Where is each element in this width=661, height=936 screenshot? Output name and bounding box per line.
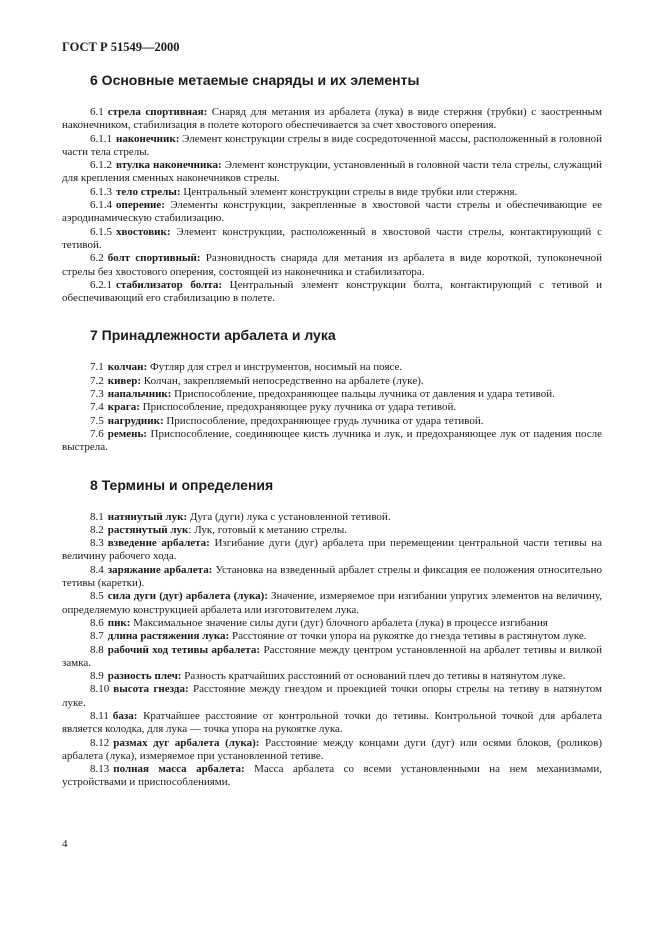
document-header: ГОСТ Р 51549—2000 (62, 40, 180, 54)
item-definition: Разность кратчайших расстояний от оснований плеч до тетивы в натянутом луке. (181, 670, 566, 683)
item-definition: Центральный элемент конструкции стрелы в виде трубки или стержня. (180, 185, 518, 198)
definition-item (62, 252, 602, 279)
item-term: полная масса арбалета: (113, 763, 245, 776)
section-7 (62, 327, 602, 454)
definition-item (62, 630, 602, 643)
item-term: длина растяжения лука: (107, 630, 230, 643)
item-definition: Значение, измеряемое при изгибании упругих элементов на величину, определяемую конструкцией арбалета или изготовителем лука. (62, 590, 602, 616)
definition-item (62, 644, 602, 671)
item-number: 8.10 (90, 683, 110, 696)
item-term: оперение: (116, 199, 165, 212)
item-number: 8.6 (90, 616, 104, 629)
document-body (62, 72, 602, 812)
definition-item (62, 375, 602, 388)
definition-item (62, 737, 602, 764)
item-definition: Элемент конструкции, установленный в головной части тела стрелы, служащий для крепления сменных наконечников стрелы. (62, 159, 603, 185)
item-term: втулка наконечника: (116, 159, 222, 172)
item-term: разность плеч: (107, 670, 182, 683)
section-8 (62, 477, 602, 790)
item-number: 6.1.3 (90, 185, 112, 198)
item-number: 8.5 (90, 590, 104, 603)
item-number: 7.3 (90, 388, 104, 401)
item-definition: Кратчайшее расстояние от контрольной точки до тетивы. Контрольной точкой для арбалета является колодка, для лука — точка упора на рукоятке лука. (62, 709, 602, 736)
section-title: 8 Термины и определения (90, 476, 274, 493)
item-definition: Разновидность снаряда для метания из арбалета в виде короткой, тупоконечной стрелы без хвостового оперения, состоящей из наконечника и стабилизатора. (62, 252, 602, 278)
item-number: 7.1 (90, 361, 104, 374)
item-term: заряжание арбалета: (107, 563, 213, 576)
definition-item (62, 186, 602, 199)
definition-item (62, 199, 602, 226)
item-term: сила дуги (дуг) арбалета (лука): (107, 590, 268, 603)
item-definition: Элемент конструкции, расположенный в хвостовой части стрелы, контактирующий с тетивой. (62, 225, 602, 251)
item-number: 6.1.1 (90, 132, 112, 145)
item-definition: Расстояние от точки упора на рукоятке до гнезда тетивы в растянутом луке. (229, 630, 587, 643)
item-number: 8.7 (90, 630, 104, 643)
item-definition: Дуга (дуги) лука с установленной тетивой. (187, 510, 391, 523)
item-definition: Максимальное значение силы дуги (дуг) блочного арбалета (лука) в процессе изгибания (130, 616, 548, 629)
item-term: база: (112, 709, 138, 722)
item-definition: Элементы конструкции, закрепленные в хвостовой части стрелы и обеспечивающие ее аэродинамическую стабилизацию. (62, 199, 602, 225)
item-term: стрела спортивная: (107, 106, 208, 118)
item-number: 8.11 (90, 709, 109, 722)
item-definition: Элемент конструкции стрелы в виде сосредоточенной массы, расположенный в головной части тела стрелы. (62, 132, 602, 158)
item-definition: Колчан, закрепляемый непосредственно на арбалете (луке). (141, 374, 424, 387)
definition-item (62, 683, 602, 710)
definition-item (62, 226, 602, 253)
definition-item (62, 401, 602, 414)
definition-item (62, 388, 602, 401)
item-number: 7.5 (90, 414, 104, 427)
item-definition: Футляр для стрел и инструментов, носимый на поясе. (147, 361, 403, 374)
item-number: 8.9 (90, 670, 104, 683)
item-definition: Центральный элемент конструкции болта, контактирующий с тетивой и обеспечивающий его стабилизацию в полете. (62, 278, 602, 305)
definition-item (62, 710, 602, 737)
item-number: 6.1 (90, 106, 104, 118)
definition-item (62, 159, 602, 186)
item-term: наконечник: (116, 132, 180, 145)
definition-item (62, 428, 602, 455)
item-definition: Приспособление, предохраняющее руку лучника от удара тетивой. (139, 401, 457, 414)
item-number: 6.1.5 (90, 225, 112, 238)
item-number: 6.1.4 (90, 199, 112, 212)
item-term: тело стрелы: (116, 185, 181, 198)
definition-item (62, 617, 602, 630)
item-number: 8.2 (90, 523, 104, 536)
item-number: 7.6 (90, 427, 104, 440)
item-definition: Приспособление, соединяющее кисть лучника и лук, и предохраняющее лук от падения после выстрела. (62, 427, 602, 454)
definition-item (62, 133, 602, 160)
item-term: кивер: (107, 374, 142, 387)
item-definition: Приспособление, предохраняющее пальцы лучника от давления и удара тетивой. (171, 388, 555, 401)
item-number: 8.12 (90, 736, 110, 749)
item-definition: Изгибание дуги (дуг) арбалета при перемещении центральной части тетивы на величину рабочего хода. (62, 537, 602, 563)
item-term: хвостовик: (116, 225, 171, 238)
item-definition: Расстояние между центром установленной на арбалет тетивы и вилкой замка. (62, 643, 603, 669)
item-number: 6.2.1 (90, 278, 112, 291)
item-number: 8.3 (90, 537, 104, 550)
definition-item (62, 361, 602, 374)
definition-item (62, 524, 602, 537)
item-number: 8.13 (90, 763, 110, 776)
item-term: натянутый лук: (107, 510, 188, 523)
item-term: колчан: (107, 361, 148, 374)
item-number: 6.1.2 (90, 159, 112, 172)
item-definition: Расстояние между концами дуги (дуг) или осями блоков, (роликов) арбалета (лука), измеряемое при установленной тетиве. (62, 736, 602, 762)
definition-item (62, 763, 602, 790)
item-term: взведение арбалета: (107, 537, 210, 550)
item-definition: Приспособление, предохраняющее грудь лучника от удара тетивой. (163, 414, 484, 427)
item-term: крага: (107, 401, 140, 414)
item-term: ремень: (107, 427, 147, 440)
definition-item (62, 279, 602, 306)
item-definition: Снаряд для метания из арбалета (лука) в виде стержня (трубки) с заостренным наконечником, стабилизация в полете которого обеспечивается за счет хвостового оперения. (62, 106, 603, 132)
item-term: стабилизатор болта: (116, 278, 222, 291)
item-definition: Расстояние между гнездом и проекцией точки опоры стрелы на тетиву в натянутом луке. (62, 683, 603, 709)
item-term: пик: (107, 616, 131, 629)
item-term: высота гнезда: (113, 683, 189, 696)
definition-item (62, 415, 602, 428)
page-number: 4 (62, 838, 68, 850)
item-number: 7.4 (90, 401, 104, 414)
item-term: рабочий ход тетивы арбалета: (107, 643, 261, 656)
item-number: 8.4 (90, 563, 104, 576)
item-term: размах дуг арбалета (лука): (113, 736, 260, 749)
item-term: нагрудник: (107, 414, 164, 427)
definition-item (62, 511, 602, 524)
section-6 (62, 72, 602, 305)
definition-item (62, 590, 602, 617)
definition-item (62, 537, 602, 564)
definition-item (62, 670, 602, 683)
definition-item (62, 564, 602, 591)
section-title: 6 Основные метаемые снаряды и их элементы (90, 72, 420, 88)
item-definition: Установка на взведенный арбалет стрелы и фиксация ее положения относительно тетивы (каретки). (62, 563, 602, 590)
item-number: 6.2 (90, 252, 104, 265)
item-definition: : Лук, готовый к метанию стрелы. (188, 523, 348, 536)
section-title: 7 Принадлежности арбалета и лука (90, 327, 336, 344)
item-term: напальчник: (107, 388, 172, 401)
definition-item (62, 106, 602, 133)
item-term: болт спортивный: (107, 252, 201, 265)
item-definition: Масса арбалета со всеми установленными на нем механизмами, устройствами и приспособлениями. (62, 763, 602, 789)
item-number: 7.2 (90, 374, 104, 387)
item-number: 8.1 (90, 510, 104, 523)
item-number: 8.8 (90, 643, 104, 656)
item-term: растянутый лук (107, 523, 189, 536)
